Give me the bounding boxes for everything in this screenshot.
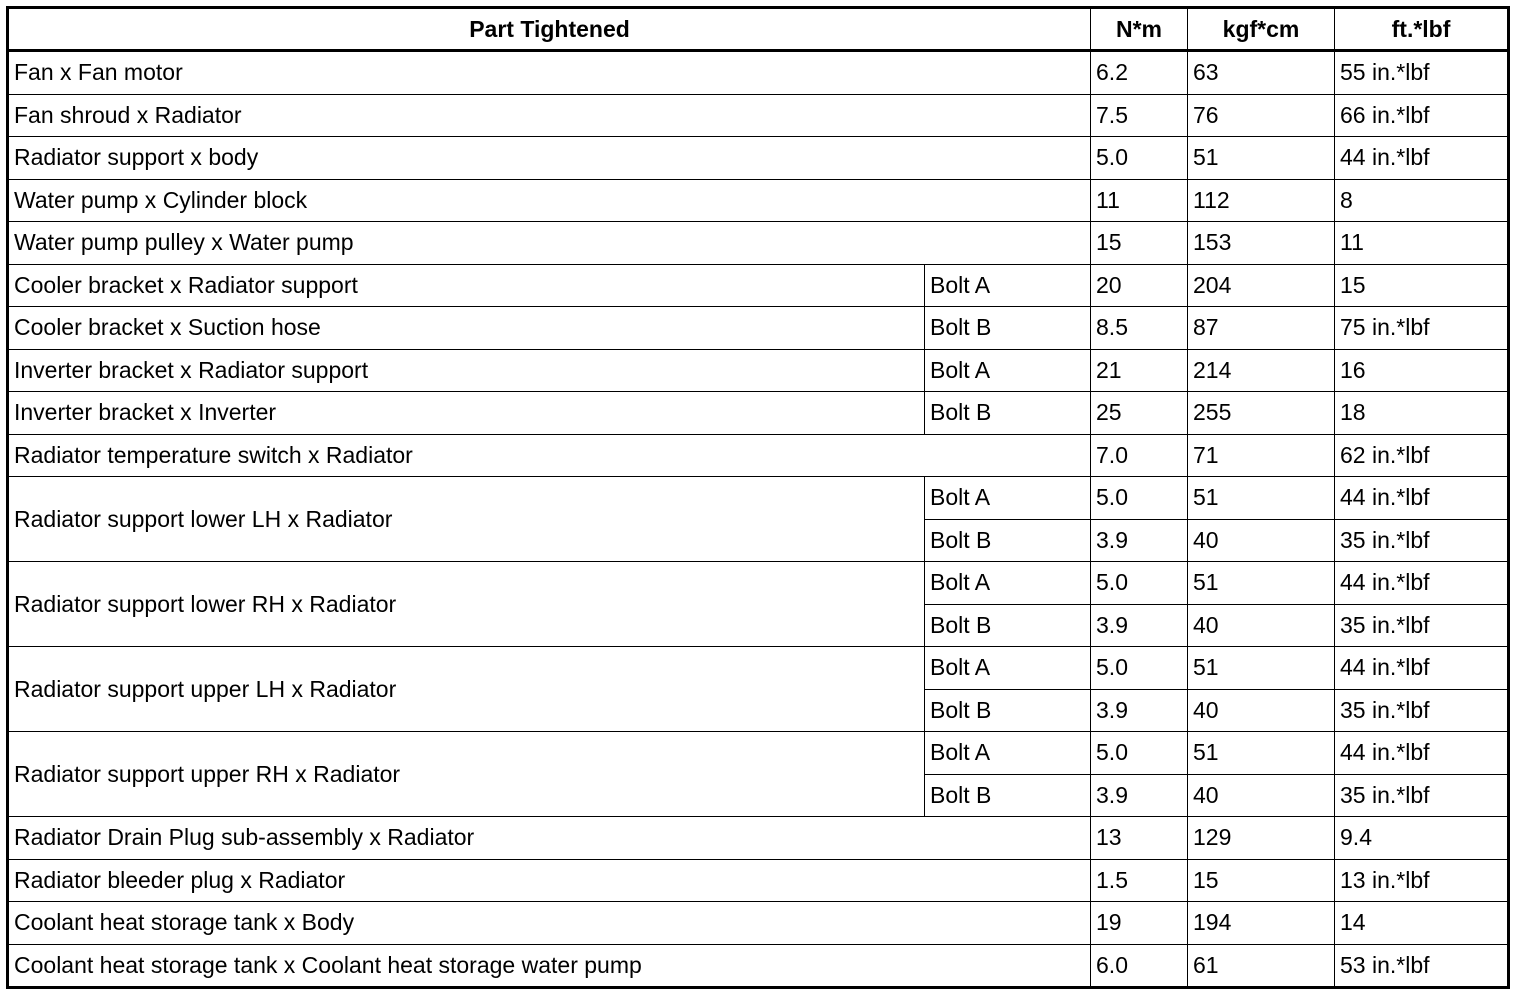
ft-lbf-cell: 55 in.*lbf	[1335, 51, 1509, 95]
ft-lbf-cell: 66 in.*lbf	[1335, 94, 1509, 137]
kgf-cm-cell: 112	[1188, 179, 1335, 222]
part-cell: Cooler bracket x Radiator support	[8, 264, 925, 307]
part-cell: Radiator support upper LH x Radiator	[8, 647, 925, 732]
kgf-cm-cell: 61	[1188, 944, 1335, 988]
kgf-cm-cell: 194	[1188, 902, 1335, 945]
ft-lbf-cell: 35 in.*lbf	[1335, 689, 1509, 732]
kgf-cm-cell: 15	[1188, 859, 1335, 902]
table-row	[8, 434, 1509, 477]
table-row	[8, 51, 1509, 95]
kgf-cm-cell: 51	[1188, 647, 1335, 690]
part-cell: Coolant heat storage tank x Coolant heat storage water pump	[8, 944, 1091, 988]
kgf-cm-cell: 153	[1188, 222, 1335, 265]
ft-lbf-cell: 44 in.*lbf	[1335, 647, 1509, 690]
kgf-cm-cell: 40	[1188, 604, 1335, 647]
part-cell: Radiator temperature switch x Radiator	[8, 434, 1091, 477]
table-row	[8, 307, 1509, 350]
table-row	[8, 732, 1509, 775]
nm-cell: 11	[1091, 179, 1188, 222]
part-cell: Radiator bleeder plug x Radiator	[8, 859, 1091, 902]
nm-cell: 21	[1091, 349, 1188, 392]
table-row	[8, 94, 1509, 137]
part-cell: Water pump pulley x Water pump	[8, 222, 1091, 265]
header-nm: N*m	[1091, 8, 1188, 51]
table-row	[8, 137, 1509, 180]
nm-cell: 5.0	[1091, 477, 1188, 520]
table-row	[8, 859, 1509, 902]
part-cell: Coolant heat storage tank x Body	[8, 902, 1091, 945]
ft-lbf-cell: 14	[1335, 902, 1509, 945]
part-cell: Water pump x Cylinder block	[8, 179, 1091, 222]
bolt-cell: Bolt A	[925, 349, 1091, 392]
ft-lbf-cell: 44 in.*lbf	[1335, 477, 1509, 520]
ft-lbf-cell: 62 in.*lbf	[1335, 434, 1509, 477]
nm-cell: 5.0	[1091, 137, 1188, 180]
header-ft-lbf: ft.*lbf	[1335, 8, 1509, 51]
table-row	[8, 647, 1509, 690]
kgf-cm-cell: 71	[1188, 434, 1335, 477]
table-row	[8, 264, 1509, 307]
nm-cell: 7.0	[1091, 434, 1188, 477]
nm-cell: 7.5	[1091, 94, 1188, 137]
table-row	[8, 562, 1509, 605]
kgf-cm-cell: 76	[1188, 94, 1335, 137]
ft-lbf-cell: 35 in.*lbf	[1335, 774, 1509, 817]
nm-cell: 6.2	[1091, 51, 1188, 95]
ft-lbf-cell: 44 in.*lbf	[1335, 562, 1509, 605]
ft-lbf-cell: 8	[1335, 179, 1509, 222]
header-kgf-cm: kgf*cm	[1188, 8, 1335, 51]
ft-lbf-cell: 16	[1335, 349, 1509, 392]
table-row	[8, 902, 1509, 945]
table-row	[8, 392, 1509, 435]
nm-cell: 8.5	[1091, 307, 1188, 350]
bolt-cell: Bolt A	[925, 732, 1091, 775]
kgf-cm-cell: 51	[1188, 477, 1335, 520]
bolt-cell: Bolt B	[925, 774, 1091, 817]
ft-lbf-cell: 35 in.*lbf	[1335, 519, 1509, 562]
kgf-cm-cell: 63	[1188, 51, 1335, 95]
nm-cell: 5.0	[1091, 732, 1188, 775]
kgf-cm-cell: 214	[1188, 349, 1335, 392]
ft-lbf-cell: 75 in.*lbf	[1335, 307, 1509, 350]
nm-cell: 5.0	[1091, 647, 1188, 690]
bolt-cell: Bolt A	[925, 562, 1091, 605]
kgf-cm-cell: 87	[1188, 307, 1335, 350]
part-cell: Inverter bracket x Radiator support	[8, 349, 925, 392]
kgf-cm-cell: 40	[1188, 519, 1335, 562]
ft-lbf-cell: 35 in.*lbf	[1335, 604, 1509, 647]
table-row	[8, 477, 1509, 520]
ft-lbf-cell: 18	[1335, 392, 1509, 435]
bolt-cell: Bolt B	[925, 307, 1091, 350]
ft-lbf-cell: 11	[1335, 222, 1509, 265]
nm-cell: 3.9	[1091, 689, 1188, 732]
ft-lbf-cell: 13 in.*lbf	[1335, 859, 1509, 902]
table-row	[8, 944, 1509, 988]
kgf-cm-cell: 129	[1188, 817, 1335, 860]
part-cell: Radiator Drain Plug sub-assembly x Radiator	[8, 817, 1091, 860]
nm-cell: 5.0	[1091, 562, 1188, 605]
bolt-cell: Bolt B	[925, 689, 1091, 732]
part-cell: Fan shroud x Radiator	[8, 94, 1091, 137]
ft-lbf-cell: 15	[1335, 264, 1509, 307]
table-row	[8, 817, 1509, 860]
part-cell: Inverter bracket x Inverter	[8, 392, 925, 435]
nm-cell: 1.5	[1091, 859, 1188, 902]
nm-cell: 3.9	[1091, 774, 1188, 817]
kgf-cm-cell: 204	[1188, 264, 1335, 307]
part-cell: Fan x Fan motor	[8, 51, 1091, 95]
nm-cell: 3.9	[1091, 519, 1188, 562]
bolt-cell: Bolt A	[925, 264, 1091, 307]
torque-spec-table	[6, 6, 1510, 989]
header-row	[8, 8, 1509, 51]
nm-cell: 6.0	[1091, 944, 1188, 988]
kgf-cm-cell: 51	[1188, 562, 1335, 605]
kgf-cm-cell: 51	[1188, 137, 1335, 180]
kgf-cm-cell: 40	[1188, 689, 1335, 732]
part-cell: Radiator support x body	[8, 137, 1091, 180]
nm-cell: 19	[1091, 902, 1188, 945]
bolt-cell: Bolt B	[925, 604, 1091, 647]
table-row	[8, 222, 1509, 265]
part-cell: Radiator support lower RH x Radiator	[8, 562, 925, 647]
bolt-cell: Bolt A	[925, 477, 1091, 520]
bolt-cell: Bolt A	[925, 647, 1091, 690]
table-row	[8, 179, 1509, 222]
ft-lbf-cell: 44 in.*lbf	[1335, 137, 1509, 180]
part-cell: Cooler bracket x Suction hose	[8, 307, 925, 350]
kgf-cm-cell: 51	[1188, 732, 1335, 775]
ft-lbf-cell: 9.4	[1335, 817, 1509, 860]
nm-cell: 15	[1091, 222, 1188, 265]
ft-lbf-cell: 53 in.*lbf	[1335, 944, 1509, 988]
header-part-tightened: Part Tightened	[8, 8, 1091, 51]
bolt-cell: Bolt B	[925, 519, 1091, 562]
kgf-cm-cell: 255	[1188, 392, 1335, 435]
nm-cell: 20	[1091, 264, 1188, 307]
bolt-cell: Bolt B	[925, 392, 1091, 435]
table-body	[8, 51, 1509, 988]
nm-cell: 13	[1091, 817, 1188, 860]
part-cell: Radiator support upper RH x Radiator	[8, 732, 925, 817]
part-cell: Radiator support lower LH x Radiator	[8, 477, 925, 562]
kgf-cm-cell: 40	[1188, 774, 1335, 817]
ft-lbf-cell: 44 in.*lbf	[1335, 732, 1509, 775]
nm-cell: 3.9	[1091, 604, 1188, 647]
table-row	[8, 349, 1509, 392]
nm-cell: 25	[1091, 392, 1188, 435]
